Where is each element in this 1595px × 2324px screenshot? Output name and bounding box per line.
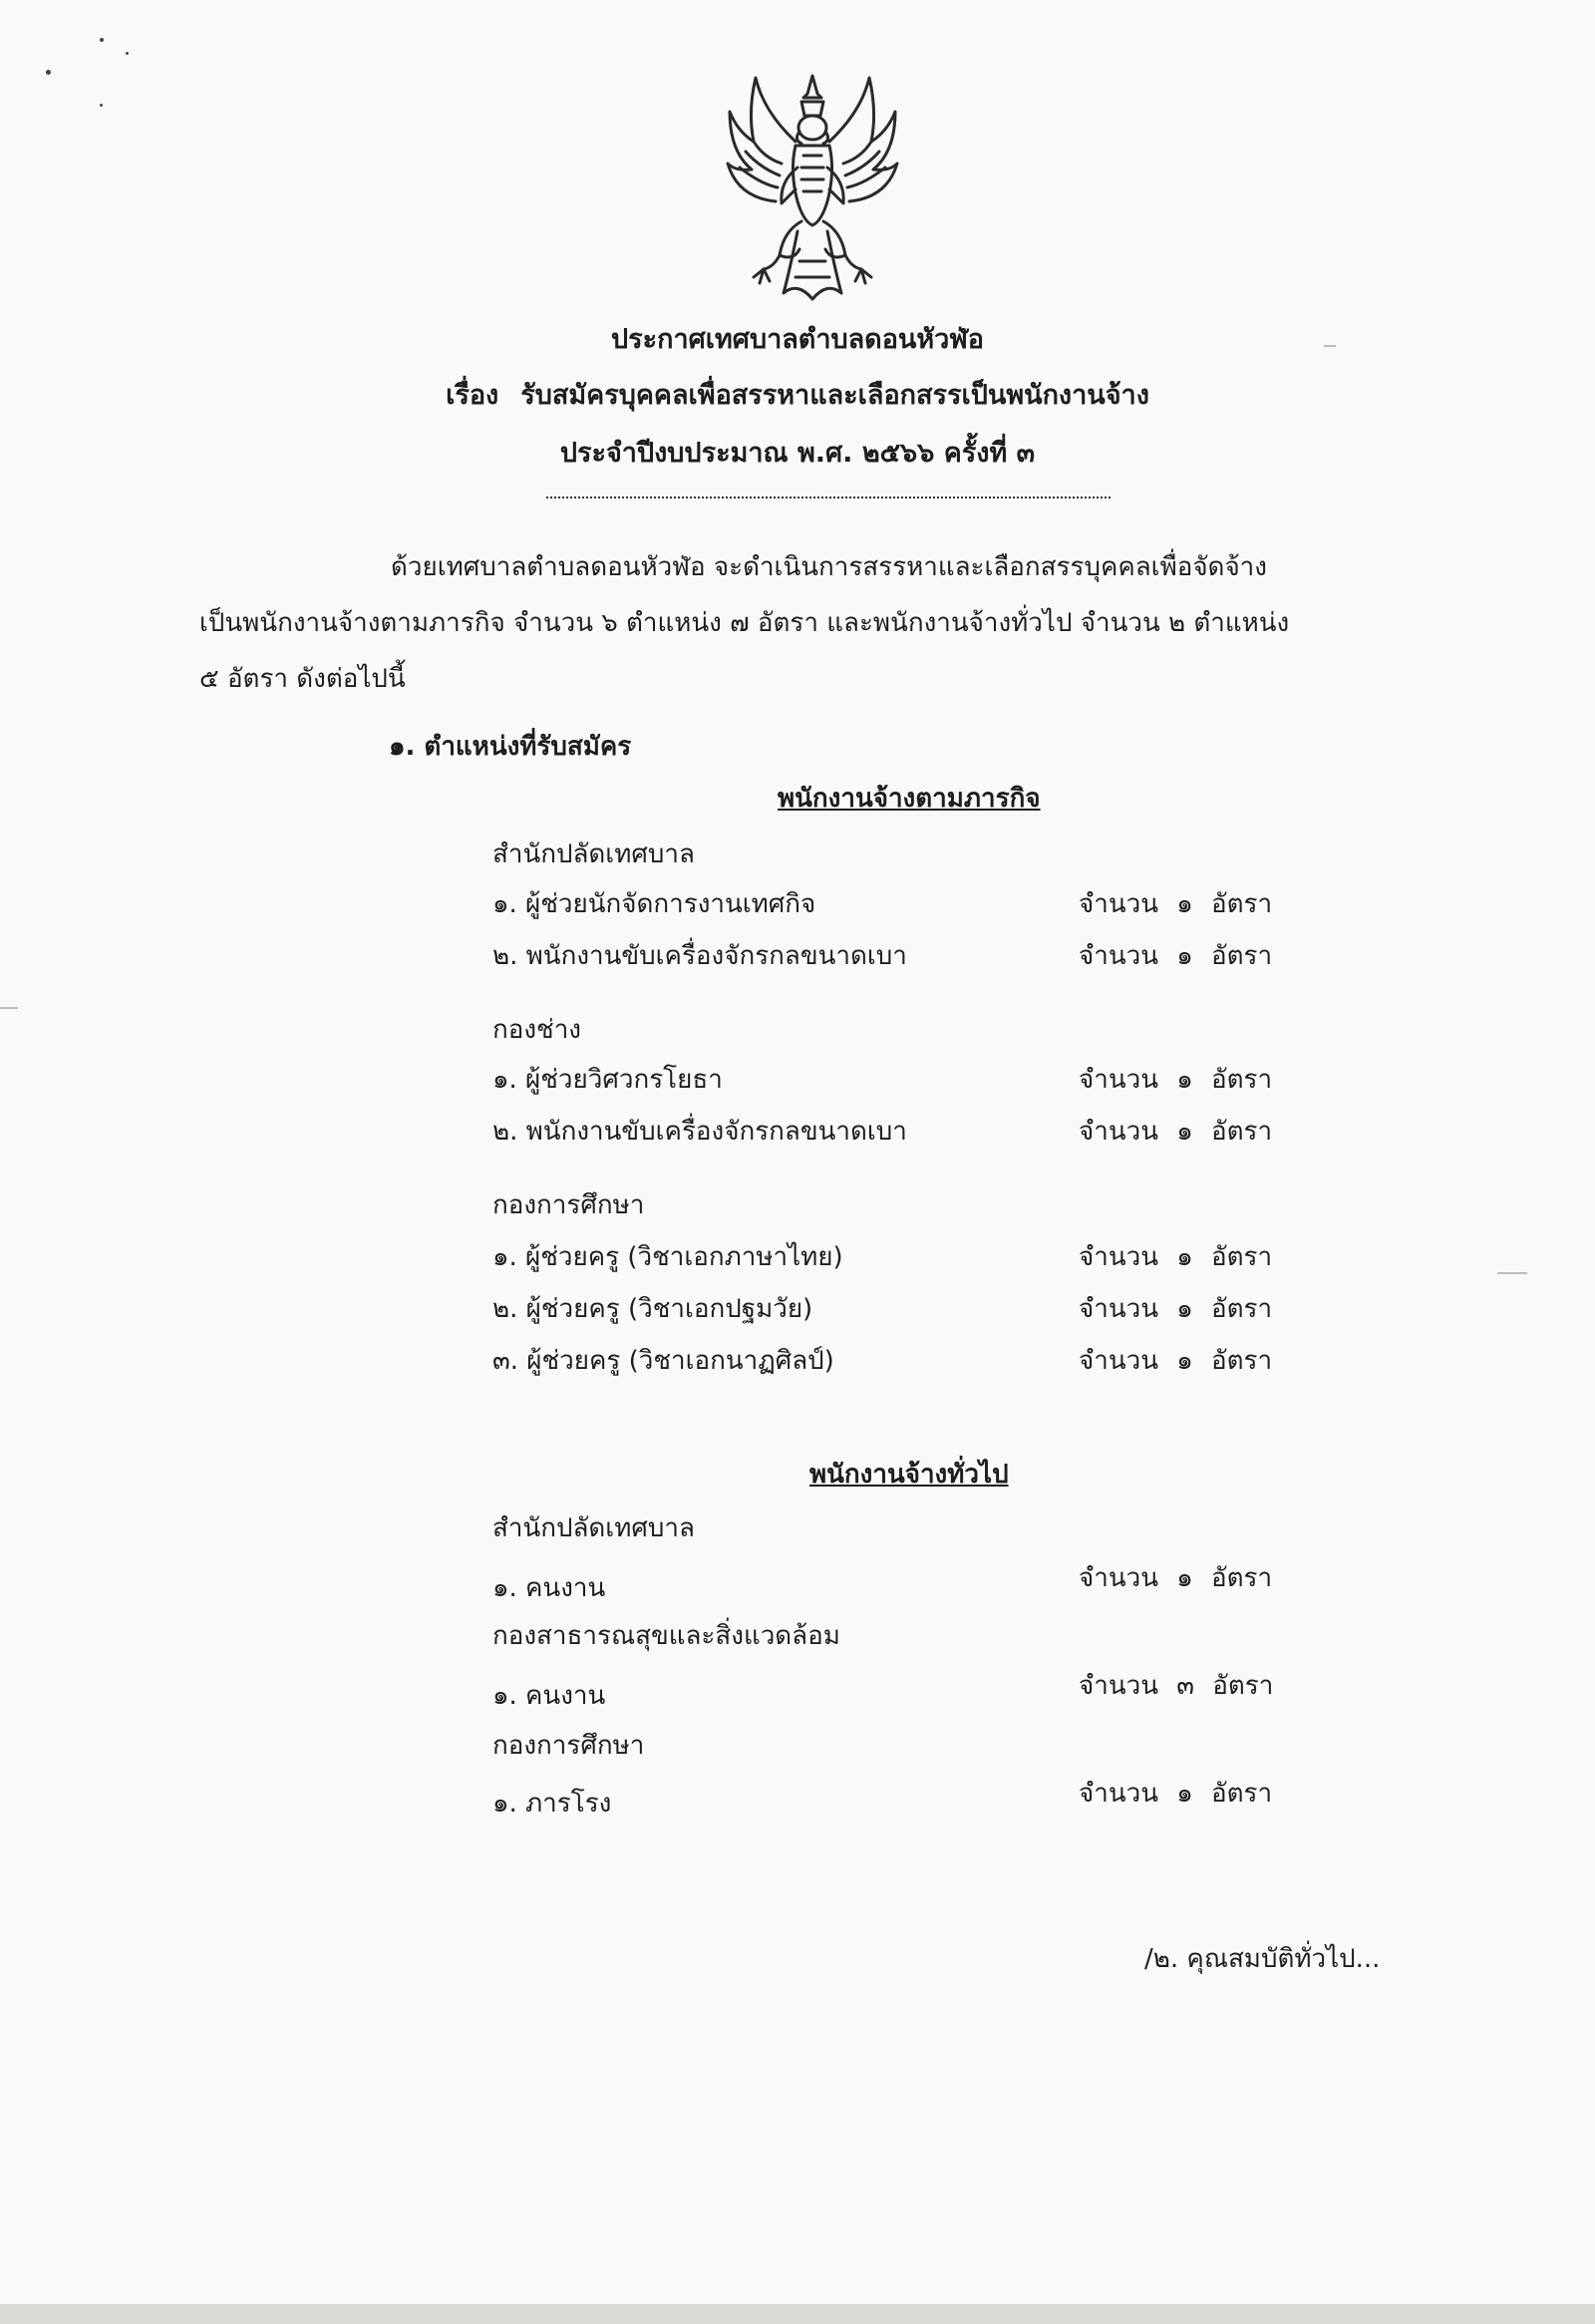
position-rate: จำนวน ๓ อัตรา [1079, 1671, 1274, 1701]
scan-speck [126, 52, 129, 55]
department-name: สำนักปลัดเทศบาล [492, 839, 695, 869]
subject-text: รับสมัครบุคคลเพื่อสรรหาและเลือกสรรเป็นพนักงานจ้าง [520, 380, 1149, 411]
department-name: กองสาธารณสุขและสิ่งแวดล้อม [492, 1621, 840, 1651]
position-item: ๑. ผู้ช่วยนักจัดการงานเทศกิจ [492, 889, 816, 919]
intro-line-2: เป็นพนักงานจ้างตามภารกิจ จำนวน ๖ ตำแหน่ง ๗ อัตรา และพนักงานจ้างทั่วไป จำนวน ๒ ตำแหน่ง [199, 608, 1290, 638]
scan-mark [0, 1007, 18, 1009]
department-name: กองการศึกษา [492, 1731, 645, 1761]
subject-label: เรื่อง [446, 380, 499, 411]
position-item: ๑. ผู้ช่วยครู (วิชาเอกภาษาไทย) [492, 1242, 843, 1272]
intro-line-3: ๕ อัตรา ดังต่อไปนี้ [199, 664, 406, 694]
position-rate: จำนวน ๑ อัตรา [1079, 889, 1273, 919]
position-item: ๒. พนักงานขับเครื่องจักรกลขนาดเบา [492, 941, 907, 971]
position-rate: จำนวน ๑ อัตรา [1079, 1563, 1273, 1593]
continuation-note: /๒. คุณสมบัติทั่วไป... [1144, 1944, 1381, 1974]
scan-speck [100, 104, 103, 107]
position-rate: จำนวน ๑ อัตรา [1079, 1117, 1273, 1147]
scan-speck [100, 38, 104, 42]
dotted-divider [546, 487, 1111, 498]
position-rate: จำนวน ๑ อัตรา [1079, 1065, 1273, 1095]
intro-line-1: ด้วยเทศบาลตำบลดอนหัวฬ่อ จะดำเนินการสรรหาและเลือกสรรบุคคลเพื่อจัดจ้าง [391, 552, 1267, 582]
position-rate: จำนวน ๑ อัตรา [1079, 941, 1273, 971]
section-heading: ๑. ตำแหน่งที่รับสมัคร [389, 732, 632, 762]
scan-bottom-edge [0, 2304, 1595, 2324]
department-name: สำนักปลัดเทศบาล [492, 1513, 695, 1543]
fiscal-year-line: ประจำปีงบประมาณ พ.ศ. ๒๕๖๖ ครั้งที่ ๓ [559, 438, 1036, 469]
department-name: กองช่าง [492, 1015, 581, 1045]
department-name: กองการศึกษา [492, 1190, 645, 1220]
position-rate: จำนวน ๑ อัตรา [1079, 1294, 1273, 1324]
subject-line [0, 373, 1595, 416]
scan-speck [46, 70, 51, 75]
position-item: ๑. ผู้ช่วยวิศวกรโยธา [492, 1065, 723, 1095]
scan-mark [1497, 1272, 1527, 1274]
general-staff-title: พนักงานจ้างทั่วไป [809, 1460, 1009, 1490]
position-item: ๒. พนักงานขับเครื่องจักรกลขนาดเบา [492, 1117, 907, 1147]
mission-staff-title: พนักงานจ้างตามภารกิจ [778, 784, 1041, 814]
position-item: ๓. ผู้ช่วยครู (วิชาเอกนาฏศิลป์) [492, 1346, 834, 1376]
garuda-emblem-icon [724, 72, 901, 303]
position-rate: จำนวน ๑ อัตรา [1079, 1242, 1273, 1272]
position-rate: จำนวน ๑ อัตรา [1079, 1346, 1273, 1376]
position-rate: จำนวน ๑ อัตรา [1079, 1779, 1273, 1809]
position-item: ๒. ผู้ช่วยครู (วิชาเอกปฐมวัย) [492, 1294, 813, 1324]
announcement-title: ประกาศเทศบาลตำบลดอนหัวฬ่อ [610, 324, 985, 355]
position-item: ๑. คนงาน [492, 1573, 606, 1603]
position-item: ๑. ภารโรง [492, 1789, 612, 1819]
position-item: ๑. คนงาน [492, 1681, 606, 1711]
